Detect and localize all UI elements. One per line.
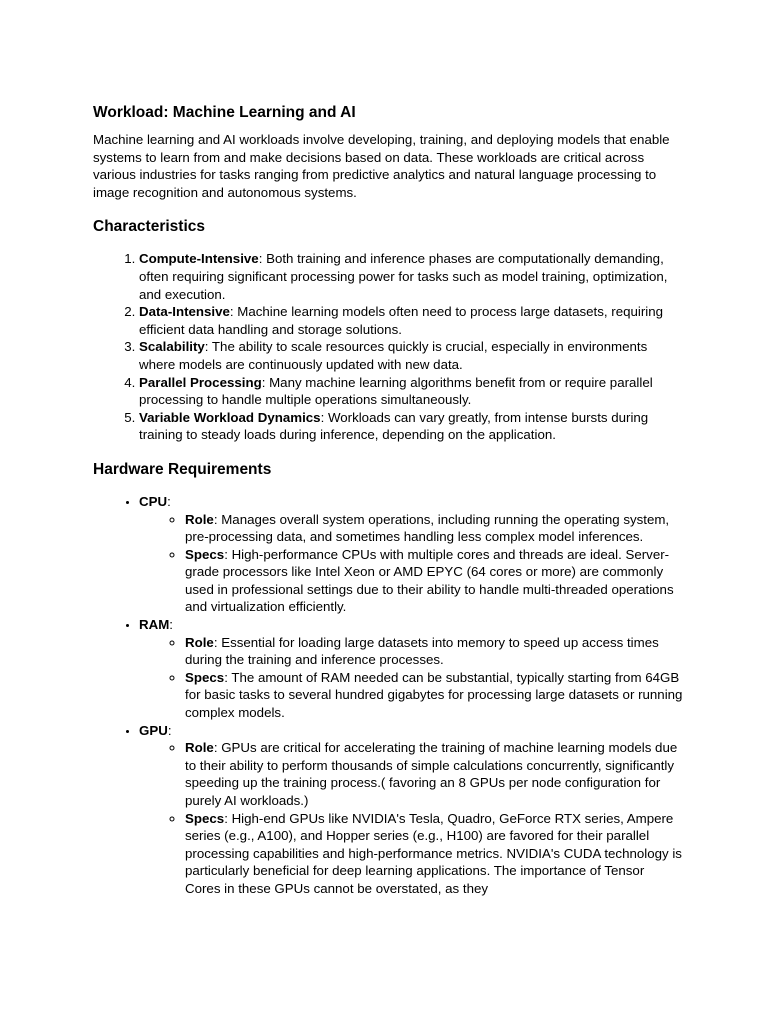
document-page xyxy=(93,103,683,898)
list-item xyxy=(185,810,683,898)
intro-paragraph: Machine learning and AI workloads involve developing, training, and deploying models that enable systems to learn from and make decisions based on data. These workloads are critical across various industries for tasks ranging from predictive analytics and natural language processing to image recognition and autonomous systems. xyxy=(93,132,670,200)
hardware-colon: : xyxy=(167,493,171,509)
characteristics-list xyxy=(93,250,683,444)
item-term: Variable Workload Dynamics xyxy=(139,409,321,425)
item-text: : Both training and inference phases are computationally demanding, often requiring significant processing power for tasks such as model training, optimization, and execution. xyxy=(139,251,668,302)
item-term: Compute-Intensive xyxy=(139,251,259,267)
item-text: : The ability to scale resources quickly is crucial, especially in environments where models are continuously updated with new data. xyxy=(139,339,648,372)
item-term: Data-Intensive xyxy=(139,304,230,320)
characteristics-heading: Characteristics xyxy=(93,218,206,236)
hardware-item-cpu xyxy=(139,493,683,616)
document-title: Workload: Machine Learning and AI xyxy=(93,104,356,121)
item-term: Parallel Processing xyxy=(139,374,262,390)
list-item xyxy=(185,511,683,546)
item-term: Role xyxy=(185,740,214,756)
item-text: : The amount of RAM needed can be substantial, typically starting from 64GB for basic tasks to several hundred gigabytes for processing large datasets or running complex models. xyxy=(185,669,683,721)
list-item xyxy=(185,634,683,669)
list-item xyxy=(185,546,683,616)
item-text: : GPUs are critical for accelerating the training of machine learning models due to their ability to perform thousands of simple calculations concurrently, significantly speeding up the training process.( favoring an 8 GPUs per node configuration for purely AI workloads.) xyxy=(185,740,678,808)
hardware-heading: Hardware Requirements xyxy=(93,460,272,478)
item-text: : Essential for loading large datasets into memory to speed up access times during the training and inference processes. xyxy=(185,634,659,668)
hardware-item-gpu xyxy=(139,722,683,898)
item-term: Scalability xyxy=(139,339,205,355)
hardware-name: RAM xyxy=(139,617,170,633)
list-item xyxy=(139,250,683,303)
hardware-name: GPU xyxy=(139,722,168,738)
hardware-colon: : xyxy=(169,617,173,633)
item-term: Role xyxy=(185,511,214,527)
item-term: Specs xyxy=(185,546,225,562)
hardware-list xyxy=(93,493,683,898)
item-text: : Many machine learning algorithms benefit from or require parallel processing to handle multiple operations simultaneously. xyxy=(139,374,653,408)
item-text: : Machine learning models often need to process large datasets, requiring efficient data handling and storage solutions. xyxy=(139,304,664,337)
hardware-sublist xyxy=(139,634,683,722)
item-term: Specs xyxy=(185,810,225,826)
hardware-name: CPU xyxy=(139,493,168,509)
item-text: : High-end GPUs like NVIDIA's Tesla, Quadro, GeForce RTX series, Ampere series (e.g., A100), and Hopper series (e.g., H100) are favored for their parallel processing capabilities and high-performance metrics. NVIDIA's CUDA technology is particularly beneficial for deep learning applications. The importance of Tensor Cores in these GPUs cannot be overstated, as they xyxy=(185,810,682,896)
hardware-colon: : xyxy=(167,722,172,738)
list-item xyxy=(139,374,683,409)
list-item xyxy=(185,739,683,809)
item-text: : Workloads can vary greatly, from intense bursts during training to steady loads during inference, depending on the application. xyxy=(139,409,649,443)
list-item xyxy=(185,669,683,722)
item-term: Role xyxy=(185,634,214,650)
hardware-item-ram xyxy=(139,616,683,722)
list-item xyxy=(139,303,683,338)
list-item xyxy=(139,338,683,373)
list-item xyxy=(139,409,683,444)
item-term: Specs xyxy=(185,669,225,685)
item-text: : High-performance CPUs with multiple cores and threads are ideal. Server-grade processors like Intel Xeon or AMD EPYC (64 cores or more) are commonly used in professional settings due to their ability to handle multi-threaded operations and virtualization efficiently. xyxy=(185,546,674,615)
item-text: : Manages overall system operations, including running the operating system, pre-processing data, and sometimes handling less complex model inferences. xyxy=(185,511,670,545)
hardware-sublist xyxy=(139,739,683,897)
hardware-sublist xyxy=(139,511,683,617)
